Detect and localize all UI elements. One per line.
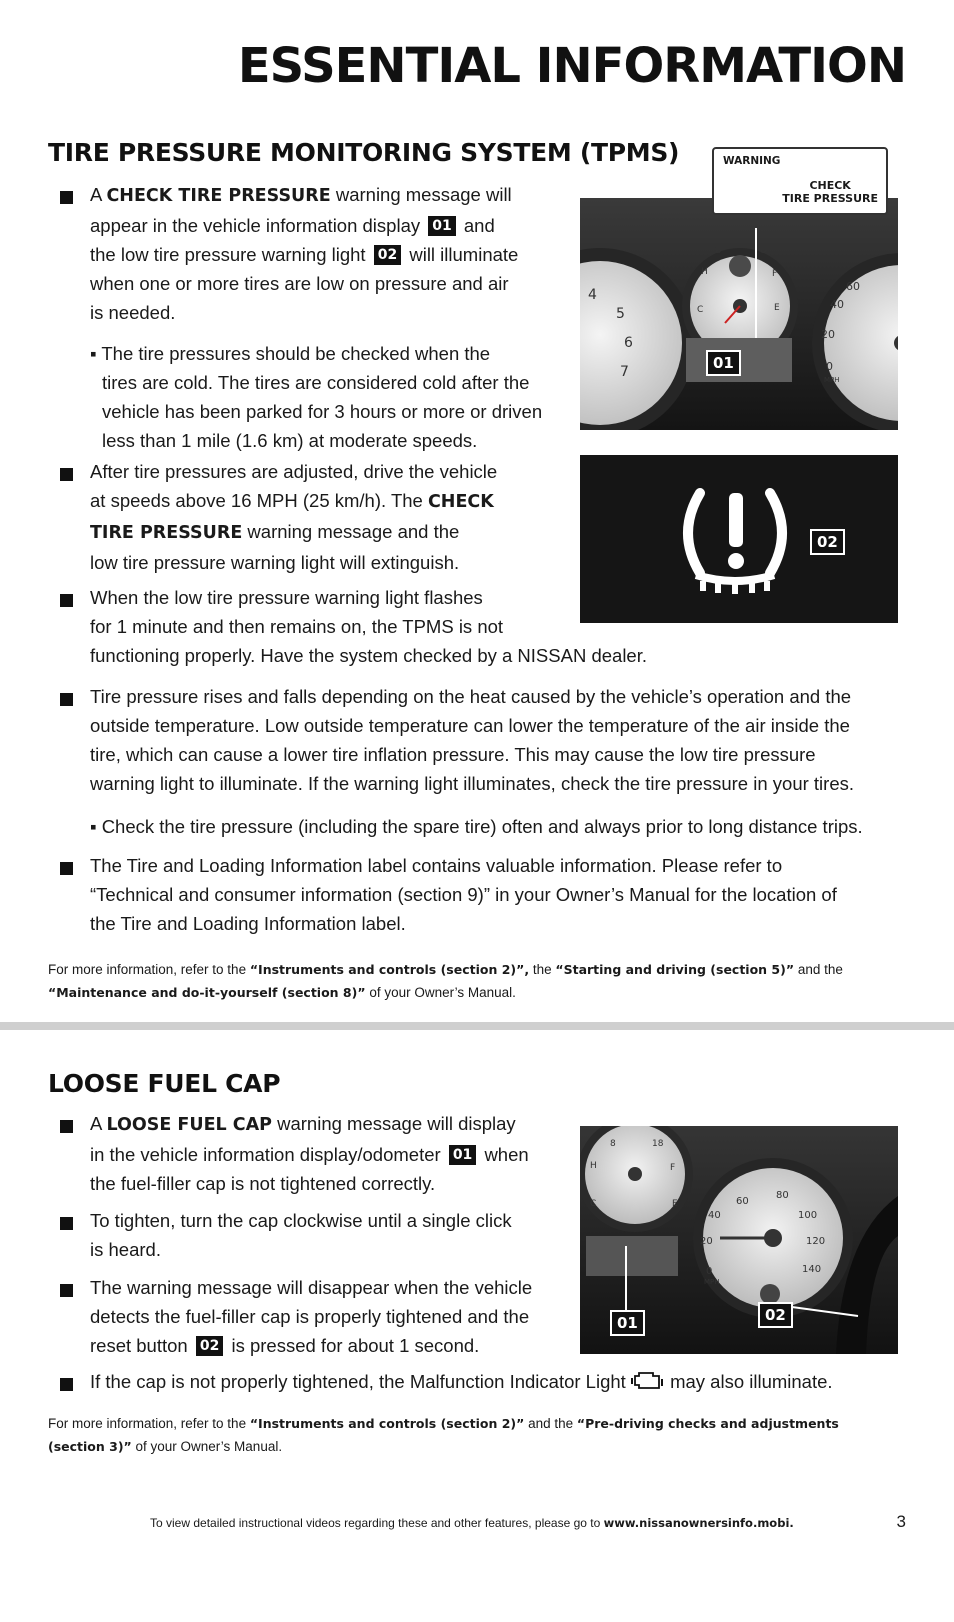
bullet-square (60, 1284, 73, 1297)
tpms-bullet-3: When the low tire pressure warning light flashes for 1 minute and then remains on, the TPMS is not functioning properly. Have the system checked by a NISSAN dealer. (90, 587, 647, 666)
gauge-label: 8 (610, 1139, 616, 1149)
gauge-label: 18 (652, 1139, 664, 1149)
figure-label-01: 01 (706, 350, 741, 376)
fuel-reference-note: For more information, refer to the “Instruments and controls (section 2)” and the “Pre-driving checks and adjustments (section 3)” of your Owner’s Manual. (48, 1416, 839, 1454)
footer-note: To view detailed instructional videos regarding these and other features, please go to www.nissanownersinfo.mobi. (150, 1516, 794, 1530)
gauge-label: 60 (846, 280, 860, 293)
gauge-label: 20 (821, 328, 835, 341)
fuel-bullet-4: If the cap is not properly tightened, the Malfunction Indicator Light may also illuminate. (90, 1371, 833, 1392)
odometer-badge: 01 (449, 1145, 476, 1165)
tpms-bullet-5: The Tire and Loading Information label contains valuable information. Please refer to “Technical and consumer information (section 9)” in your Owner’s Manual for the location of the Tire and Loading Information label. (90, 855, 837, 934)
section-heading-tpms: TIRE PRESSURE MONITORING SYSTEM (TPMS) (48, 138, 680, 167)
tpms-warning-light-icon (580, 455, 898, 623)
bullet-square (60, 191, 73, 204)
tpms-subnote-check-often: ▪ Check the tire pressure (including the spare tire) often and always prior to long distance trips. (90, 816, 863, 837)
gauge-label: 140 (802, 1264, 822, 1275)
gauge-label: MPH (824, 376, 840, 384)
figure-label-02: 02 (810, 529, 845, 555)
gauge-label: 4 (588, 287, 597, 303)
tpms-subnote-cold-tires: ▪ The tire pressures should be checked when the tires are cold. The tires are considered cold after the vehicle has been parked for 3 hours or more or driven less than 1 mile (1.6 km) at moderate speeds. (90, 343, 543, 451)
section-divider (0, 1022, 954, 1030)
gauge-label: 60 (736, 1196, 749, 1207)
gauge-label: 40 (708, 1210, 721, 1221)
footer-link[interactable]: www.nissanownersinfo.mobi. (603, 1516, 794, 1530)
gauge-label: H (701, 267, 708, 277)
display-badge: 01 (428, 216, 455, 236)
fuel-cap-cluster-photo (580, 1126, 898, 1354)
gauge-label: 6 (624, 335, 633, 351)
warning-callout: WARNING CHECK TIRE PRESSURE (712, 147, 888, 215)
gauge-label: F (772, 269, 778, 279)
gauge-label: H (590, 1161, 597, 1171)
page-number: 3 (896, 1512, 906, 1531)
gauge-label: MPH (704, 1278, 720, 1286)
instrument-cluster-photo (580, 198, 898, 430)
instrument-cluster-illustration (580, 198, 898, 430)
bullet-square (60, 862, 73, 875)
gauge-label: 7 (620, 364, 629, 380)
gauge-label: F (670, 1163, 676, 1173)
page-title: ESSENTIAL INFORMATION (237, 38, 906, 94)
figure-label-01: 01 (610, 1310, 645, 1336)
section-heading-fuel-cap: LOOSE FUEL CAP (48, 1069, 281, 1098)
gauge-label: 100 (798, 1210, 818, 1221)
bullet-square (60, 1378, 73, 1391)
gauge-label: 120 (806, 1236, 826, 1247)
tpms-reference-note: For more information, refer to the “Instruments and controls (section 2)”, the “Starting and driving (section 5)” and the “Maintenance and do-it-yourself (section 8)” of your Owner’s Manual. (48, 962, 843, 1000)
gauge-label: C (697, 305, 704, 315)
gauge-label: 8 (715, 245, 722, 256)
gauge-label: 0 (706, 1266, 713, 1277)
fuel-bullet-2: To tighten, turn the cap clockwise until a single click is heard. (90, 1210, 512, 1260)
gauge-label: 20 (700, 1236, 713, 1247)
reset-button-badge: 02 (196, 1336, 223, 1356)
bullet-square (60, 468, 73, 481)
gauge-label: 5 (616, 306, 625, 322)
bullet-square (60, 1120, 73, 1133)
gauge-label: 8 (760, 245, 767, 256)
figure-label-02: 02 (758, 1302, 793, 1328)
bullet-square (60, 693, 73, 706)
gauge-label: 80 (776, 1190, 789, 1201)
tpms-bullet-1: A CHECK TIRE PRESSURE warning message will appear in the vehicle information display 01 and the low tire pressure warning light 02 will illuminate when one or more tires are low on pressure and air is needed. (90, 184, 519, 323)
fuel-bullet-3: The warning message will disappear when the vehicle detects the fuel-filler cap is properly tightened and the reset button 02 is pressed for about 1 second. (90, 1277, 533, 1356)
tpms-bullet-2: After tire pressures are adjusted, drive the vehicle at speeds above 16 MPH (25 km/h). The CHECK TIRE PRESSURE warning message and the low tire pressure warning light will extinguish. (90, 461, 498, 573)
tpms-bullet-4: Tire pressure rises and falls depending on the heat caused by the vehicle’s operation and the outside temperature. Low outside temperature can lower the temperature of the air inside the tire, which can cause a lower tire inflation pressure. This may cause the low tire pressure warning light to illuminate. If the warning light illuminates, check the tire pressure in your tires. (90, 686, 854, 794)
gauge-label: C (590, 1199, 597, 1209)
tpms-warning-light-photo (580, 455, 898, 623)
gauge-label: 40 (830, 298, 844, 311)
gauge-label: E (672, 1199, 678, 1209)
malfunction-indicator-icon (631, 1370, 665, 1392)
warning-light-badge: 02 (374, 245, 401, 265)
fuel-bullet-1: A LOOSE FUEL CAP warning message will display in the vehicle information display/odometer 01 when the fuel-filler cap is not tightened correctly. (90, 1113, 529, 1194)
gauge-label: 0 (826, 360, 833, 373)
gauge-label: E (774, 303, 780, 313)
bullet-square (60, 1217, 73, 1230)
bullet-square (60, 594, 73, 607)
